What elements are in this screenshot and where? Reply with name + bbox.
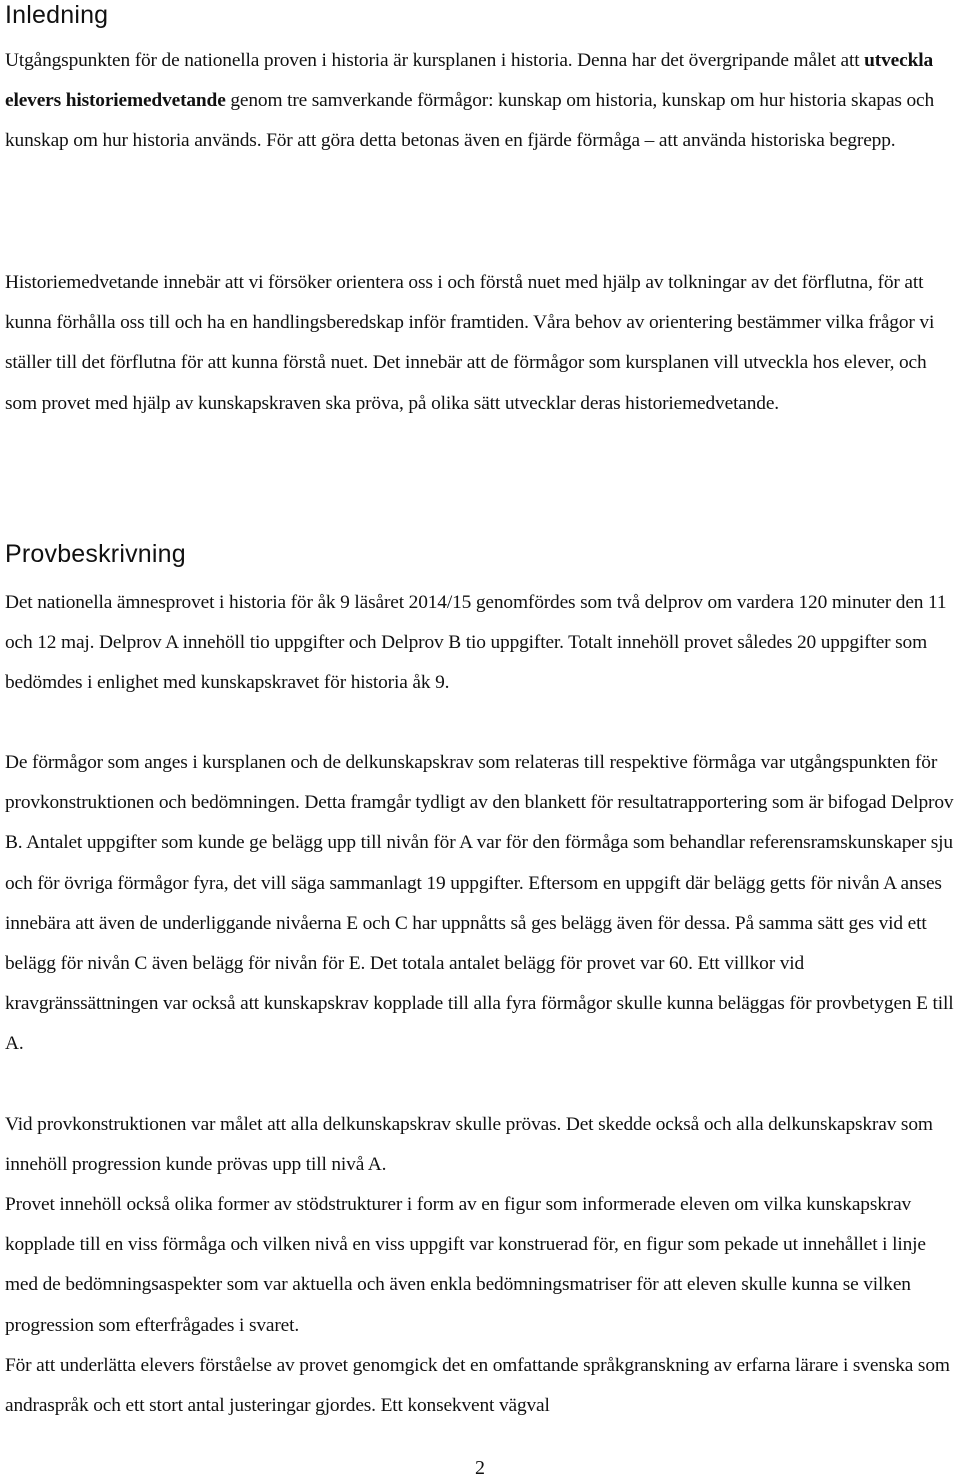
paragraph-provbeskrivning-3: Vid provkonstruktionen var målet att alla delkunskapskrav skulle prövas. Det skedde också och alla delkunskapskrav som innehöll progression kunde prövas upp till nivå A. <box>5 1114 933 1176</box>
paragraph-provbeskrivning-5: För att underlätta elevers förståelse av provet genomgick det en omfattande språkgranskning av erfarna lärare i svenska som andraspråk och ett stort antal justeringar gjordes. Ett konsekvent vägval <box>5 1355 950 1417</box>
section-heading-provbeskrivning: Provbeskrivning <box>5 540 186 568</box>
section-heading-inledning: Inledning <box>5 1 109 29</box>
paragraph-provbeskrivning-4: Provet innehöll också olika former av stödstrukturer i form av en figur som informerade eleven om vilka kunskapskrav kopplade till en viss förmåga och vilken nivå en viss uppgift var konstruerad för, en figur som pekade ut innehållet i linje med de bedömningsaspekter som var aktuella och även enkla bedömningsmatriser för att eleven skulle kunna se vilken progression som efterfrågades i svaret. <box>5 1194 926 1336</box>
paragraph-provbeskrivning-1: Det nationella ämnesprovet i historia för åk 9 läsåret 2014/15 genomfördes som två delprov om vardera 120 minuter den 11 och 12 maj. Delprov A innehöll tio uppgifter och Delprov B tio uppgifter. Totalt innehöll provet således 20 uppgifter som bedömdes i enlighet med kunskapskravet för historia åk 9. <box>5 592 947 694</box>
paragraph-historiemedvetande: Historiemedvetande innebär att vi försöker orientera oss i och förstå nuet med hjälp av tolkningar av det förflutna, för att kunna förhålla oss till och ha en handlingsberedskap inför framtiden. Våra behov av orientering bestämmer vilka frågor vi ställer till det förflutna för att kunna förstå nuet. Det innebär att de förmågor som kursplanen vill utveckla hos elever, och som provet med hjälp av kunskapskraven ska pröva, på olika sätt utvecklar deras historiemedvetande. <box>5 272 935 414</box>
paragraph-intro-bold: utveckla elevers historiemedvetande <box>5 50 933 112</box>
paragraph-intro <box>5 41 960 162</box>
page-number: 2 <box>475 1457 485 1479</box>
paragraph-provbeskrivning-2: De förmågor som anges i kursplanen och de delkunskapskrav som relateras till respektive förmåga var utgångspunkten för provkonstruktionen och bedömningen. Detta framgår tydligt av den blankett för resultatrapportering som är bifogad Delprov B. Antalet uppgifter som kunde ge belägg upp till nivån för A var för den förmåga som behandlar referensramskunskaper sju och för övriga förmågor fyra, det vill säga sammanlagt 19 uppgifter. Eftersom en uppgift där belägg getts för nivån A anses innebära att även de underliggande nivåerna E och C har uppnåtts så ges belägg även för dessa. På samma sätt ges vid ett belägg för nivån C även belägg för nivån för E. Det totala antalet belägg för provet var 60. Ett villkor vid kravgränssättningen var också att kunskapskrav kopplade till alla fyra förmågor skulle kunna beläggas för provbetygen E till A. <box>5 752 954 1055</box>
paragraph-intro-text-b: genom tre samverkande förmågor: kunskap om historia, kunskap om hur historia skapas och kunskap om hur historia används. För att göra detta betonas även en fjärde förmåga – att använda historiska begrepp. <box>5 90 935 152</box>
paragraph-intro-text-a: Utgångspunkten för de nationella proven i historia är kursplanen i historia. Denna har det övergripande målet att <box>5 50 865 71</box>
